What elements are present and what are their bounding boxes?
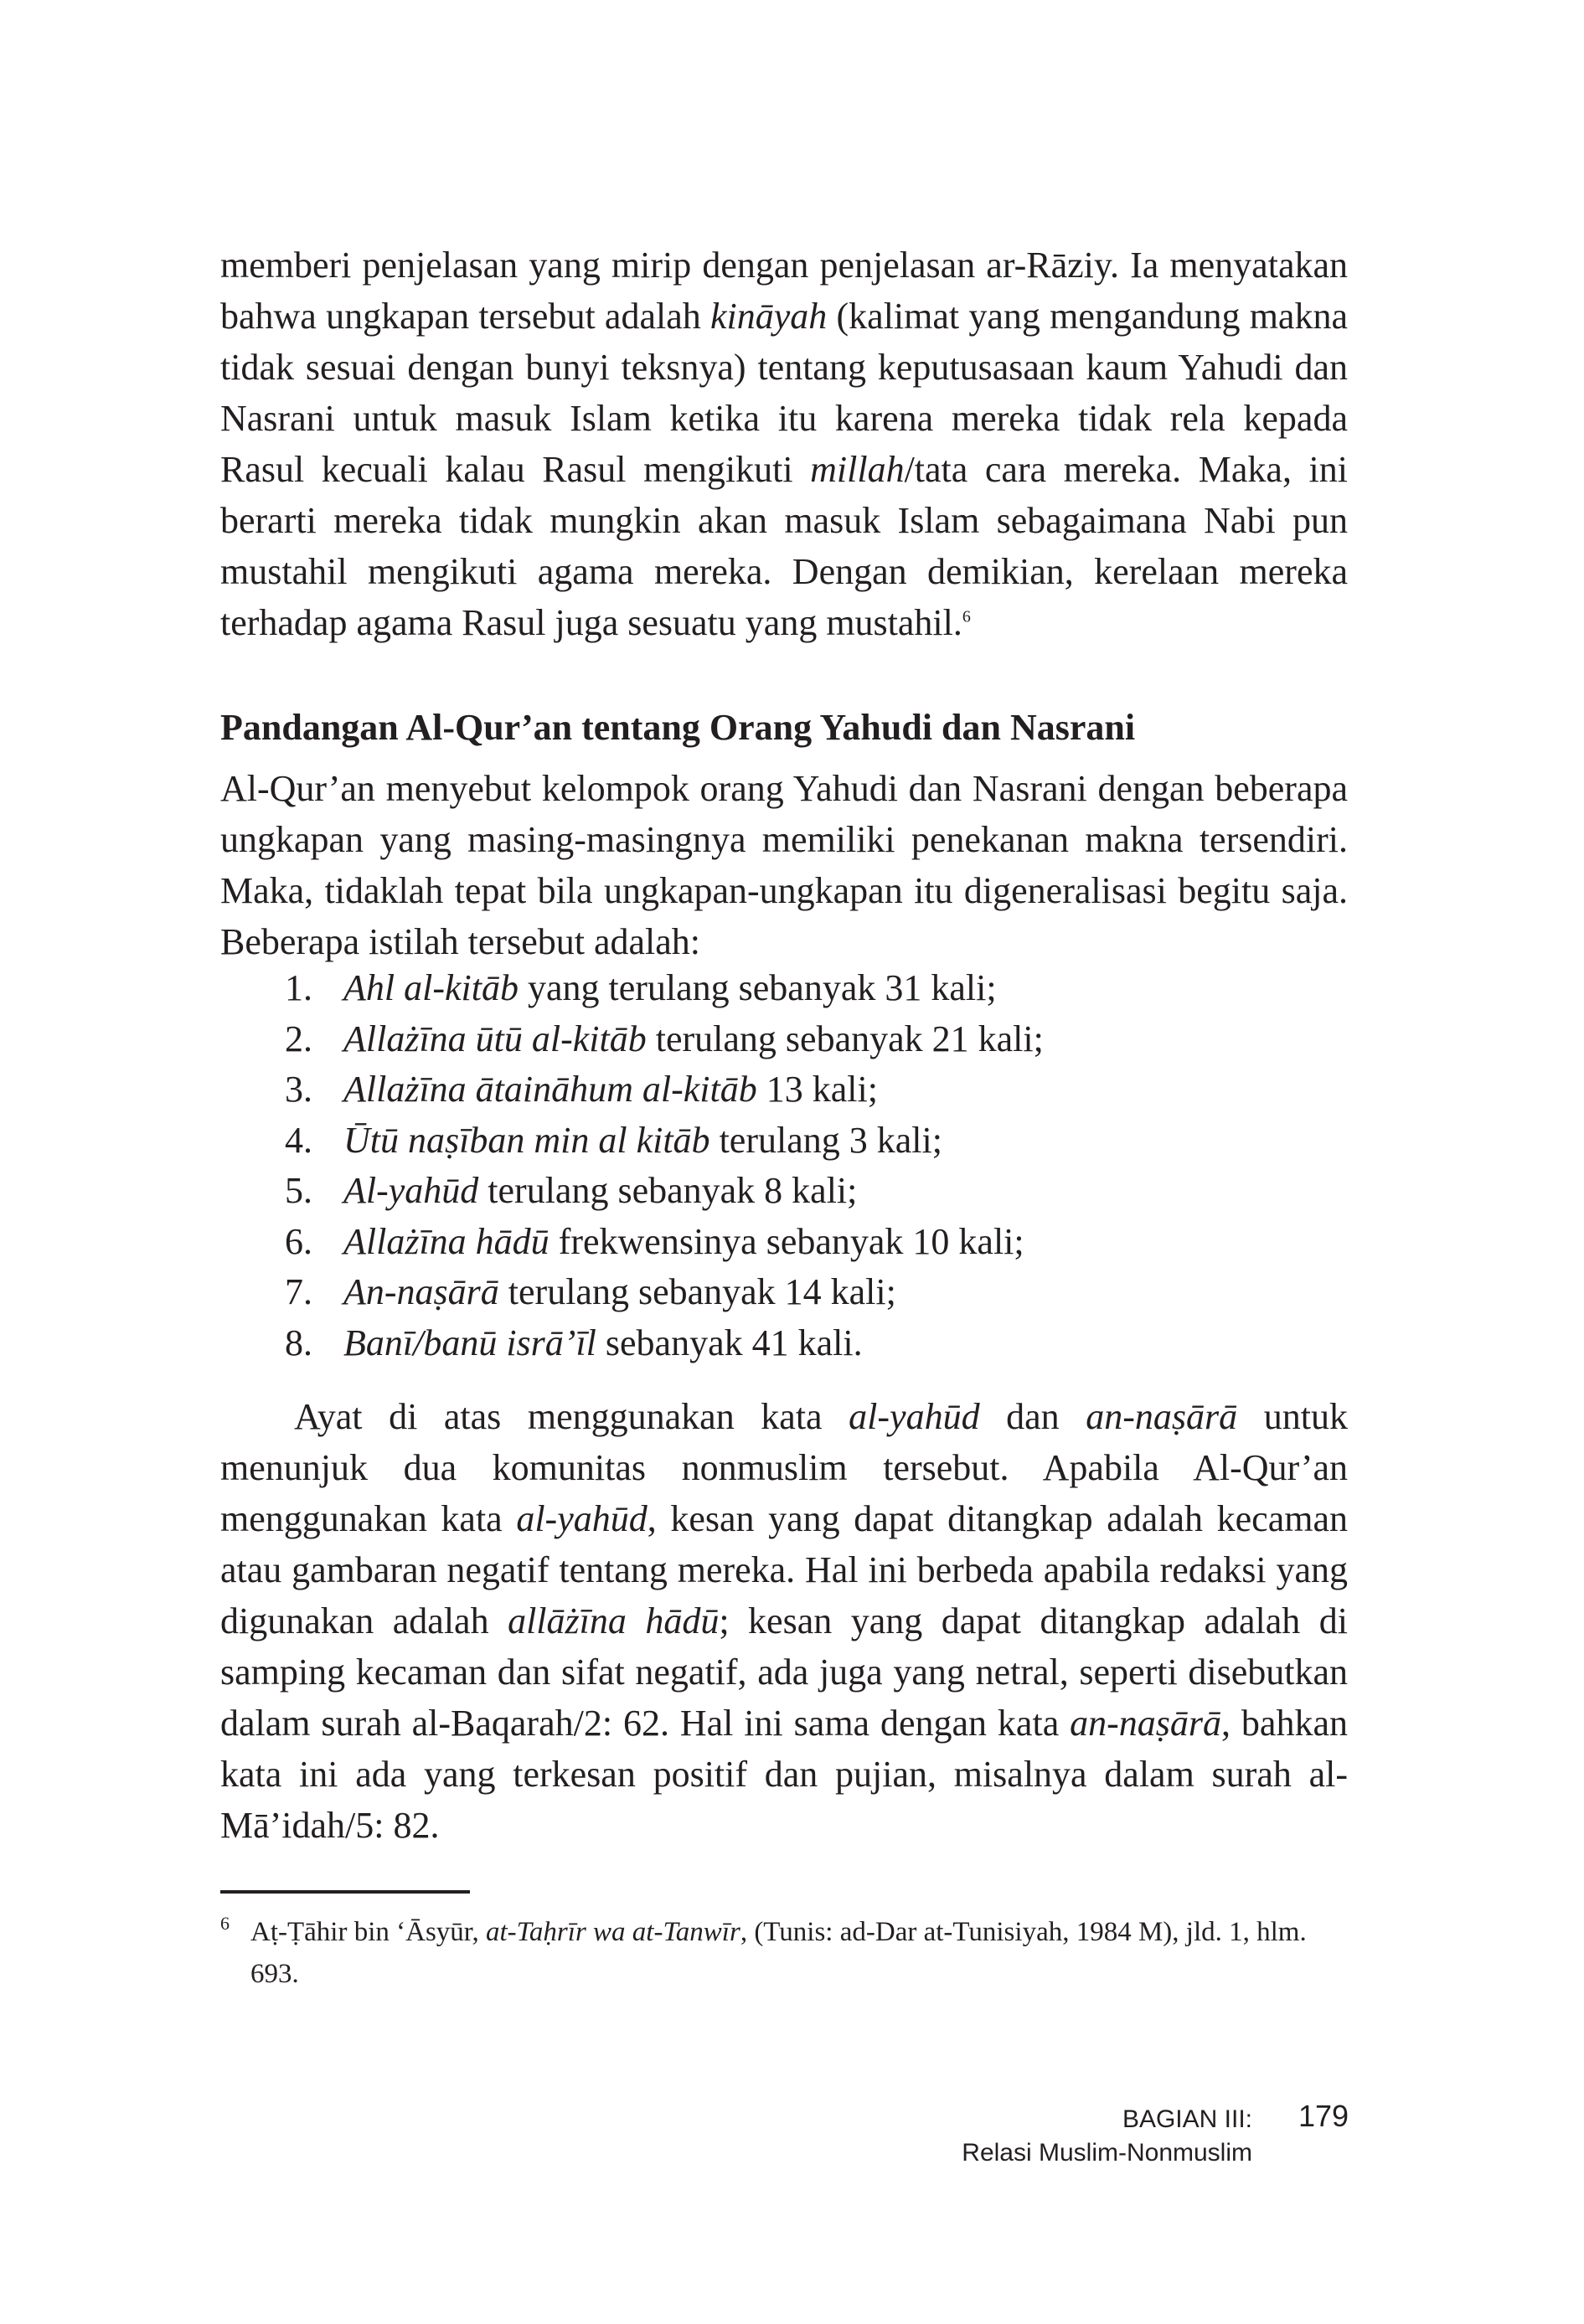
list-item xyxy=(285,963,1340,1014)
paragraph-text: Ayat di atas menggunakan kata xyxy=(294,1396,849,1437)
section-heading: Pandangan Al-Qur’an tentang Orang Yahudi dan Nasrani xyxy=(220,707,1136,748)
italic-term: Ūtū naṣīban min al kitāb xyxy=(343,1119,710,1161)
page-number: 179 xyxy=(1298,2099,1349,2133)
italic-term: al-yahūd xyxy=(516,1498,648,1539)
italic-term: Banī/banū isrā’īl xyxy=(343,1322,596,1363)
list-item xyxy=(285,1267,1340,1318)
list-text: 13 kali; xyxy=(756,1069,878,1110)
list-number: 2. xyxy=(285,1018,312,1059)
paragraph-text: , kesan yang dapat ditangkap adalah kecaman atau gambaran negatif tentang mereka. Hal ini berbeda apabila redaksi yang digunakan adalah xyxy=(220,1498,1348,1641)
footnote xyxy=(220,1911,1348,1995)
list-number: 8. xyxy=(285,1322,312,1363)
footnote-reference[interactable]: 6 xyxy=(962,607,971,626)
paragraph-text: /tata cara mereka. Maka, ini berarti mereka tidak mungkin akan masuk Islam sebagaimana Nabi pun mustahil mengikuti agama mereka. Dengan demikian, kerelaan mereka terhadap agama Rasul juga sesuatu yang mustahil. xyxy=(220,449,1348,643)
paragraph-text: (kalimat yang mengandung makna tidak sesuai dengan bunyi teksnya) tentang keputusasaan kaum Yahudi dan Nasrani untuk masuk Islam ketika itu karena mereka tidak rela kepada Rasul kecuali kalau Rasul mengikuti xyxy=(220,296,1348,490)
italic-term: Allażīna hādū xyxy=(343,1220,549,1262)
list-number: 3. xyxy=(285,1069,312,1110)
list-text: yang terulang sebanyak 31 kali; xyxy=(518,967,997,1008)
footnote-text-part: , (Tunis: ad-Dar at-Tunisiyah, 1984 M), jld. 1, hlm. 693. xyxy=(250,1917,1307,1989)
body-paragraph-1 xyxy=(220,240,1348,648)
italic-term: Ahl al-kitāb xyxy=(343,967,519,1008)
footnote-text xyxy=(220,1911,1348,1995)
list-item xyxy=(285,1217,1340,1268)
list-text: terulang sebanyak 8 kali; xyxy=(478,1170,858,1211)
list-item xyxy=(285,1064,1340,1116)
list-item xyxy=(285,1166,1340,1217)
list-item xyxy=(285,1318,1340,1369)
body-paragraph-3 xyxy=(220,1391,1348,1851)
list-number: 4. xyxy=(285,1119,312,1161)
list-text: terulang sebanyak 14 kali; xyxy=(498,1271,896,1312)
italic-term: Al-yahūd xyxy=(343,1170,479,1211)
list-item xyxy=(285,1116,1340,1167)
italic-term: millah xyxy=(810,449,905,490)
list-number: 6. xyxy=(285,1220,312,1262)
list-item xyxy=(285,1014,1340,1065)
list-text: terulang 3 kali; xyxy=(709,1119,942,1161)
list-number: 7. xyxy=(285,1271,312,1312)
list-number: 1. xyxy=(285,967,312,1008)
list-text: frekwensinya sebanyak 10 kali; xyxy=(549,1220,1024,1262)
italic-term: Allażīna ātaināhum al-kitāb xyxy=(343,1069,757,1110)
body-paragraph-2: Al-Qur’an menyebut kelompok orang Yahudi dan Nasrani dengan beberapa ungkapan yang masing-masingnya memiliki penekanan makna tersendiri. Maka, tidaklah tepat bila ungkapan-ungkapan itu digeneralisasi begitu saja. Beberapa istilah tersebut adalah: xyxy=(220,768,1348,962)
running-footer-section: BAGIAN III: xyxy=(1122,2105,1252,2133)
footnote-divider xyxy=(220,1890,470,1894)
italic-term: Allażīna ūtū al-kitāb xyxy=(343,1018,647,1059)
italic-term: an-naṣārā xyxy=(1086,1396,1238,1437)
paragraph-text: , bahkan kata ini ada yang terkesan positif dan pujian, misalnya dalam surah al-Mā’idah/5: 82. xyxy=(220,1703,1348,1846)
running-footer-subtitle: Relasi Muslim-Nonmuslim xyxy=(962,2139,1252,2167)
terms-list xyxy=(285,963,1340,1368)
italic-term: An-naṣārā xyxy=(343,1271,499,1312)
list-text: sebanyak 41 kali. xyxy=(596,1322,863,1363)
list-number: 5. xyxy=(285,1170,312,1211)
italic-term: allāżīna hādū xyxy=(508,1600,720,1641)
list-text: terulang sebanyak 21 kali; xyxy=(646,1018,1044,1059)
paragraph-text: untuk menunjuk dua komunitas nonmuslim tersebut. Apabila Al-Qur’an menggunakan kata xyxy=(220,1396,1348,1539)
footnote-number: 6 xyxy=(220,1913,230,1934)
paragraph-text: dan xyxy=(979,1396,1086,1437)
italic-term: kināyah xyxy=(709,296,828,337)
italic-title: at-Taḥrīr wa at-Tanwīr xyxy=(485,1917,740,1947)
paragraph-text: memberi penjelasan yang mirip dengan penjelasan ar-Rāziy. Ia menyatakan bahwa ungkapan tersebut adalah xyxy=(220,245,1348,337)
italic-term: al-yahūd xyxy=(849,1396,980,1437)
footnote-text-part: Aṭ-Ṭāhir bin ‘Āsyūr, xyxy=(250,1917,486,1947)
italic-term: an-naṣārā xyxy=(1070,1703,1222,1744)
paragraph-text: ; kesan yang dapat ditangkap adalah di samping kecaman dan sifat negatif, ada juga yang netral, seperti disebutkan dalam surah al-Baqarah/2: 62. Hal ini sama dengan kata xyxy=(220,1600,1348,1744)
